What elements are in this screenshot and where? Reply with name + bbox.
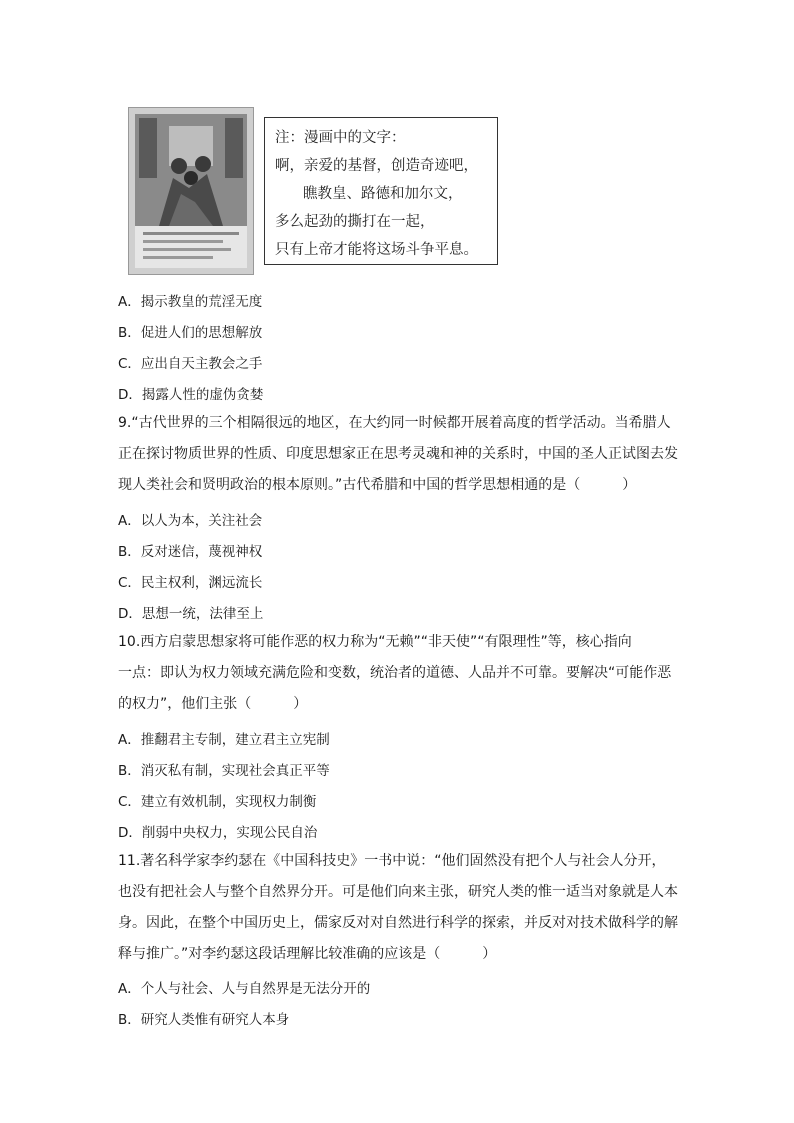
- stem-line: 一点：即认为权力领域充满危险和变数，统治者的道德、人品并不可靠。要解决“可能作恶: [118, 665, 672, 681]
- q8-option-c: C．应出自天主教会之手: [118, 356, 263, 372]
- q11-option-a: A．个人与社会、人与自然界是无法分开的: [118, 981, 371, 997]
- q9-option-d: D．思想一统，法律至上: [118, 606, 264, 622]
- stem-line: 9.“古代世界的三个相隔很远的地区，在大约同一时候都开展着高度的哲学活动。当希腊人: [118, 415, 671, 431]
- q9-option-c: C．民主权利，渊远流长: [118, 575, 263, 591]
- cartoon-illustration: [129, 108, 253, 274]
- note-line: 多么起劲的撕打在一起，: [275, 214, 435, 230]
- q10-option-b: B．消灭私有制，实现社会真正平等: [118, 763, 330, 779]
- q8-option-d: D．揭露人性的虚伪贪婪: [118, 387, 264, 403]
- q8-option-a: A．揭示教皇的荒淫无度: [118, 294, 263, 310]
- q11-option-b: B．研究人类惟有研究人本身: [118, 1012, 290, 1028]
- note-line: 瞧教皇、路德和加尔文，: [303, 186, 463, 202]
- cartoon-note-box: [264, 117, 498, 265]
- stem-line: 释与推广。”对李约瑟这段话理解比较准确的应该是（ ）: [118, 946, 497, 962]
- q10-option-d: D．削弱中央权力，实现公民自治: [118, 825, 318, 841]
- stem-line: 11.著名科学家李约瑟在《中国科技史》一书中说：“他们固然没有把个人与社会人分开，: [118, 853, 666, 869]
- note-line: 只有上帝才能将这场斗争平息。: [275, 242, 478, 258]
- q11-stem: [118, 846, 678, 970]
- stem-line: 的权力”，他们主张（ ）: [118, 696, 308, 712]
- q8-option-b: B．促进人们的思想解放: [118, 325, 263, 341]
- stem-line: 10.西方启蒙思想家将可能作恶的权力称为“无赖”“非天使”“有限理性”等，核心指向: [118, 634, 632, 650]
- note-line: 啊，亲爱的基督，创造奇迹吧，: [275, 158, 478, 174]
- q9-stem: [118, 408, 678, 501]
- q10-stem: [118, 627, 678, 720]
- q9-option-a: A．以人为本，关注社会: [118, 513, 263, 529]
- q9-option-b: B．反对迷信，蔑视神权: [118, 544, 263, 560]
- q10-option-c: C．建立有效机制，实现权力制衡: [118, 794, 317, 810]
- stem-line: 身。因此，在整个中国历史上，儒家反对对自然进行科学的探索，并反对对技术做科学的解: [118, 915, 678, 931]
- q10-option-a: A．推翻君主专制，建立君主立宪制: [118, 732, 330, 748]
- figure-row: [128, 105, 508, 275]
- stem-line: 也没有把社会人与整个自然界分开。可是他们向来主张，研究人类的惟一适当对象就是人本: [118, 884, 678, 900]
- stem-line: 现人类社会和贤明政治的根本原则。”古代希腊和中国的哲学思想相通的是（ ）: [118, 477, 637, 493]
- note-line: 注：漫画中的文字：: [275, 130, 406, 146]
- stem-line: 正在探讨物质世界的性质、印度思想家正在思考灵魂和神的关系时，中国的圣人正试图去发: [118, 446, 678, 462]
- cartoon-image: [128, 107, 254, 275]
